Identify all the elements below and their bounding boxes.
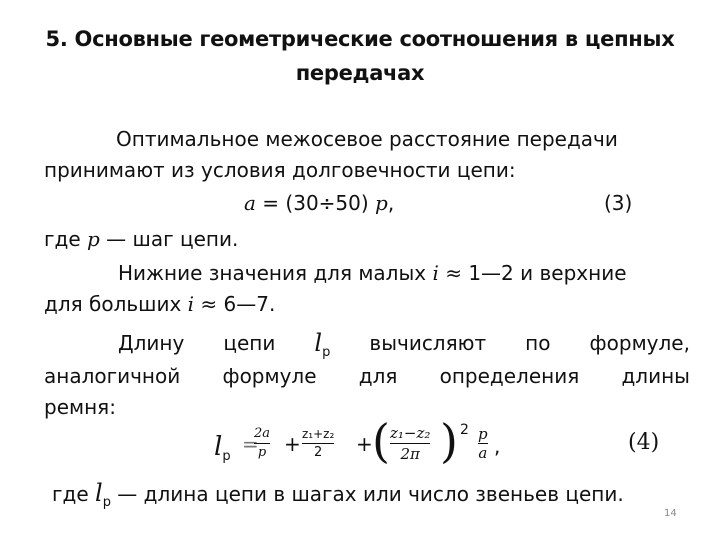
eq3-comma: , [387,191,395,215]
paragraph-1-line-2 [44,155,690,185]
page-number: 14 [664,508,677,519]
f4-denominator: a [478,444,488,462]
formula-l-sub: р [222,449,231,464]
eq3-a: a [244,191,256,215]
title-line-1: 5. Основные геометрические соотношения в цепных [45,27,675,51]
f2-numerator: z₁+z₂ [302,427,335,441]
p1-text [116,124,690,154]
p3c-word-2: формуле [222,364,317,388]
paragraph-2-line-1 [118,258,690,288]
f2-denominator: 2 [314,445,323,460]
p3c-word-3: для [358,364,398,388]
formula-comma: , [494,434,501,458]
f2-bar [302,443,334,444]
f3-bar [390,443,430,444]
where2-a: где [52,482,95,506]
f4-numerator: p [478,425,488,443]
paragraph-1-line-1 [44,124,690,154]
p2-i: i [432,261,439,285]
formula-plus-1: + [284,432,301,456]
p2c-b: ≈ 6—7. [194,292,276,316]
equation-3-number [604,188,664,218]
formula-exponent: 2 [460,422,469,438]
formula-lhs [214,432,231,462]
p3-word-5: формуле, [589,331,690,355]
p1-cont-text: принимают из условия долговечности цепи: [44,158,516,182]
where1-b: — шаг цепи. [99,227,239,251]
p3c-word-4: определения [439,364,580,388]
where2-l: l [95,479,103,507]
p3c-word-1: аналогичной [44,364,181,388]
formula-4 [0,414,720,476]
formula-right-paren: ) [440,414,458,468]
fraction-p-a [478,426,488,461]
p2c-a: для больших [44,292,188,316]
fraction-z-diff [390,424,430,463]
p3-word-1: Длину [118,331,185,355]
f3-numerator: z₁−z₂ [390,424,431,442]
f1-denominator: p [257,445,267,460]
where2-b: — длина цепи в шагах или число звеньев цепи. [110,482,624,506]
where1-a: где [44,227,87,251]
formula-plus-2: + [356,432,373,456]
slide-title [30,22,690,90]
formula-equals: = [242,432,259,456]
title-line-2: передачах [295,61,425,85]
p3-word-3: вычисляют [369,331,487,355]
paragraph-3-line-3 [44,392,690,422]
p3c-word-5: длины [621,364,690,388]
eq3-mid: = (30÷50) [255,191,376,215]
eq3-number: (3) [604,191,633,215]
formula-4-number: (4) [628,430,660,455]
f3-denominator: 2π [400,445,420,463]
where2-l-sub: р [102,495,111,510]
where1-p: p [87,227,100,251]
formula-l: l [214,432,223,462]
p2-b: ≈ 1—2 и верхние [438,261,627,285]
fraction-2a-p [254,426,270,461]
p1-indent-text: Оптимальное межосевое расстояние передачи [116,127,618,151]
fraction-z-sum [302,426,334,461]
equation-3 [244,188,644,218]
f1-bar [254,443,270,444]
paragraph-3-line-1 [118,328,690,363]
p3-l: l [314,329,323,357]
paragraph-3-line-2 [44,361,690,391]
where-lp-line [52,478,692,513]
formula-left-paren: ( [372,414,390,468]
p3-lp [314,328,330,363]
p2c-i: i [187,292,195,316]
eq3-p: p [375,191,388,215]
f1-numerator: 2a [254,426,271,441]
p3c2-text: ремня: [44,395,116,419]
p2-a: Нижние значения для малых [118,261,433,285]
paragraph-2-line-2 [44,289,690,319]
where-p-line [44,224,690,254]
p3-word-4: по [525,331,551,355]
p3-l-sub: р [322,345,331,360]
p3-word-2: цепи [223,331,276,355]
